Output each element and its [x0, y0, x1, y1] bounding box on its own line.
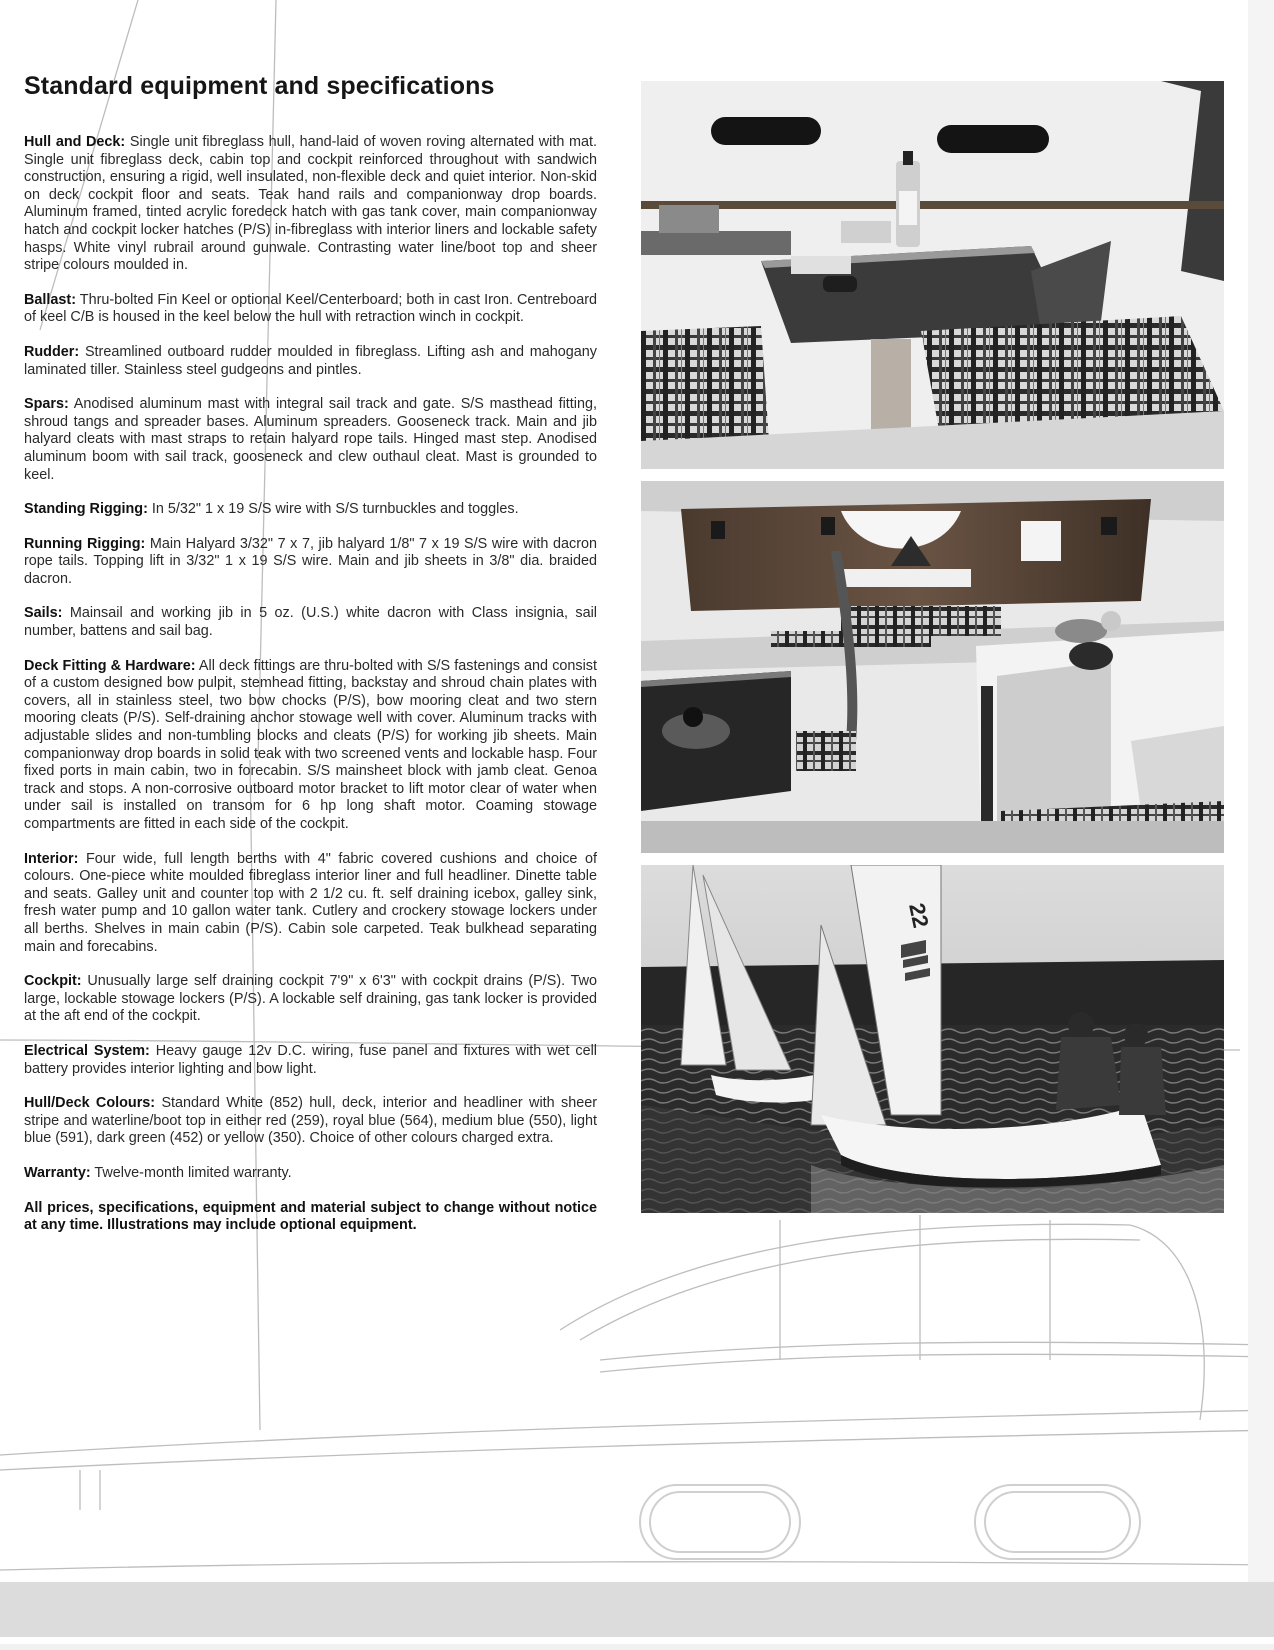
spec-text: Anodised aluminum mast with integral sail track and gate. S/S masthead fitting, shroud tangs and spreader bases. Aluminum spreaders. Gooseneck track. Main and jib halyard cleats with mast straps to retain halyard rope tails. Hinged mast step. Anodised aluminum boom with sail track, gooseneck and clew outhaul cleat. Mast is grounded to keel. — [24, 396, 597, 483]
spec-label: Hull/Deck Colours: — [24, 1095, 156, 1112]
spec-running-rigging — [24, 536, 597, 589]
spec-hull-and-deck — [24, 134, 597, 275]
spec-rudder — [24, 344, 597, 379]
galley-photo-illustration — [641, 481, 1224, 853]
spec-label: Electrical System: — [24, 1042, 150, 1059]
spec-text: Four wide, full length berths with 4" fabric covered cushions and choice of colours. One-piece white moulded fibreglass interior liner and full headliner. Dinette table and seats. Galley unit and counter top with 2 1/2 cu. ft. self draining icebox, galley sink, fresh water pump and 10 gallon water tank. Cutlery and crockery stowage lockers under all berths. Shelves in main cabin (P/S). Cabin sole carpeted. Teak bulkhead separating main and forecabins. — [24, 850, 598, 955]
spec-hull-deck-colours — [24, 1095, 597, 1148]
disclaimer: All prices, specifications, equipment and material subject to change without notice at any time. Illustrations may include optional equipment. — [24, 1199, 597, 1234]
spec-text: Single unit fibreglass hull, hand-laid of woven roving alternated with mat. Single unit fibreglass deck, cabin top and cockpit reinforced throughout with sandwich construction, ensuring a rigid, well insulated, non-flexible deck and quiet interior. Non-skid on deck cockpit floor and seats. Teak hand rails and companionway drop boards. Aluminum framed, tinted acrylic foredeck hatch with gas tank cover, main companionway hatch and cockpit locker hatches (P/S) in-fibreglass with interior liners and lockable safety hasps. White vinyl rubrail around gunwale. Contrasting water line/boot top and sheer stripe colours moulded in. — [24, 134, 597, 274]
spec-cockpit — [24, 973, 597, 1026]
spec-label: Deck Fitting & Hardware: — [24, 657, 196, 674]
spec-sails — [24, 605, 597, 640]
spec-label: Hull and Deck: — [24, 134, 126, 150]
sail-number: 22 — [904, 900, 934, 930]
photo-galley-forecabin — [641, 481, 1224, 853]
spec-label: Cockpit: — [24, 973, 82, 990]
spec-electrical-system — [24, 1043, 597, 1078]
page-title: Standard equipment and specifications — [24, 72, 495, 100]
specifications-list — [24, 134, 597, 1249]
spec-deck-fitting-hardware — [24, 658, 597, 834]
spec-label: Interior: — [24, 850, 79, 867]
spec-text: Standard White (852) hull, deck, interior and headliner with sheer stripe and waterline/boot top in either red (259), royal blue (564), medium blue (550), light blue (591), dark green (452) or yellow (350). Choice of other colours charged extra. — [24, 1095, 597, 1147]
sailboats-photo-illustration — [641, 865, 1224, 1213]
spec-text: Twelve-month limited warranty. — [94, 1164, 292, 1181]
photo-dinette-interior — [641, 81, 1224, 469]
spec-text: Streamlined outboard rudder moulded in fibreglass. Lifting ash and mahogany laminated tiller. Stainless steel gudgeons and pintles. — [24, 343, 597, 378]
spec-label: Running Rigging: — [24, 535, 146, 552]
dinette-photo-illustration — [641, 81, 1224, 469]
spec-warranty — [24, 1165, 597, 1183]
spec-label: Standing Rigging: — [24, 501, 148, 518]
spec-interior — [24, 851, 597, 957]
spec-label: Rudder: — [24, 343, 80, 360]
spec-label: Sails: — [24, 605, 63, 622]
spec-label: Warranty: — [24, 1164, 91, 1181]
spec-standing-rigging — [24, 501, 597, 519]
spec-text: Main Halyard 3/32" 7 x 7, jib halyard 1/8" 7 x 19 S/S wire with dacron rope tails. Topping lift in 3/32" 1 x 19 S/S wire. Main and jib sheets in 3/8" dia. braided dacron. — [24, 535, 598, 587]
spec-text: Unusually large self draining cockpit 7'9" x 6'3" with cockpit drains (P/S). Two large, lockable stowage lockers (P/S). A lockable self draining, gas tank locker is provided at the aft end of the cockpit. — [24, 973, 597, 1025]
spec-label: Ballast: — [24, 291, 76, 308]
spec-ballast — [24, 292, 597, 327]
spec-spars — [24, 396, 597, 484]
photo-column — [641, 81, 1224, 1213]
photo-sailboats-racing — [641, 865, 1224, 1213]
spec-text: In 5/32" 1 x 19 S/S wire with S/S turnbuckles and toggles. — [151, 501, 519, 518]
spec-text: Thru-bolted Fin Keel or optional Keel/Centerboard; both in cast Iron. Centreboard of keel C/B is housed in the keel below the hull with retraction winch in cockpit. — [24, 291, 597, 326]
spec-text: All deck fittings are thru-bolted with S/S fastenings and consist of a custom designed bow pulpit, stemhead fitting, backstay and shroud chain plates with covers, all in stainless steel, two bow chocks (P/S), bow mooring cleat and two stern mooring cleats (P/S). Self-draining anchor stowage well with cover. Aluminum tracks with adjustable slides and non-tumbling blocks and cleats (P/S) for working jib sheets. Main companionway drop boards in solid teak with two screened vents and lockable hasp. Four fixed ports in main cabin, two in forecabin. S/S mainsheet block with jamb cleat. Genoa track and stops. A non-corrosive outboard motor bracket to lift motor clear of water when under sail is installed on transom for 6 hp long shaft motor. Coaming stowage compartments are fitted in each side of the cockpit. — [24, 657, 597, 832]
spec-label: Spars: — [24, 396, 69, 413]
spec-text: Mainsail and working jib in 5 oz. (U.S.) white dacron with Class insignia, sail number, battens and sail bag. — [24, 605, 597, 640]
spec-text: Heavy gauge 12v D.C. wiring, fuse panel and fixtures with wet cell battery provides interior lighting and bow light. — [24, 1042, 597, 1077]
